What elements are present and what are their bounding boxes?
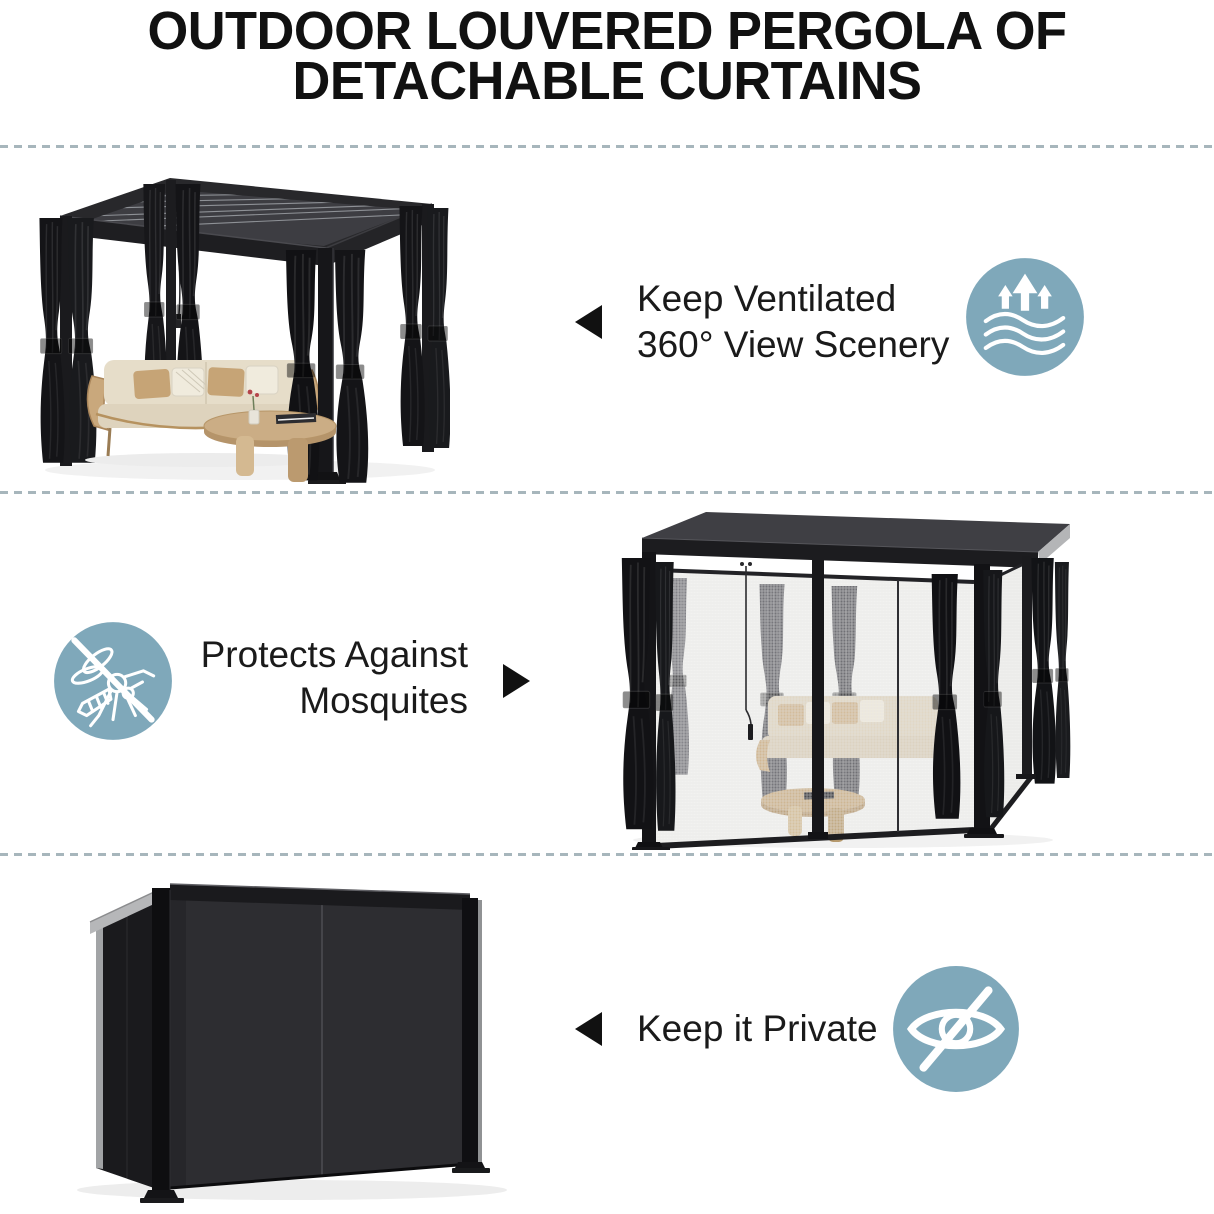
section-divider [0, 491, 1214, 494]
ventilation-airflow-icon [963, 255, 1087, 379]
pergola-privacy-closed-photo [52, 868, 532, 1203]
section-divider [0, 853, 1214, 856]
left-arrow-icon [575, 305, 602, 339]
feature-mosquito-line-1: Protects Against [200, 634, 468, 675]
feature-private-line-1: Keep it Private [637, 1008, 878, 1049]
feature-ventilated-line-2: 360° View Scenery [637, 324, 950, 365]
right-arrow-icon [503, 664, 530, 698]
feature-ventilated-line-1: Keep Ventilated [637, 278, 897, 319]
page-title-line-2: DETACHABLE CURTAINS [292, 51, 922, 111]
page-title-line-1: OUTDOOR LOUVERED PERGOLA OF [147, 1, 1067, 61]
left-arrow-icon [575, 1012, 602, 1046]
feature-mosquito-line-2: Mosquites [299, 680, 468, 721]
page-title [18, 1, 1196, 111]
section-divider [0, 145, 1214, 148]
eye-off-icon [889, 962, 1023, 1096]
feature-text-private [637, 1006, 878, 1052]
feature-text-mosquito [130, 632, 468, 724]
feature-text-ventilated [637, 276, 949, 368]
pergola-open-curtains-photo [30, 164, 450, 484]
pergola-mosquito-net-photo [608, 500, 1078, 850]
